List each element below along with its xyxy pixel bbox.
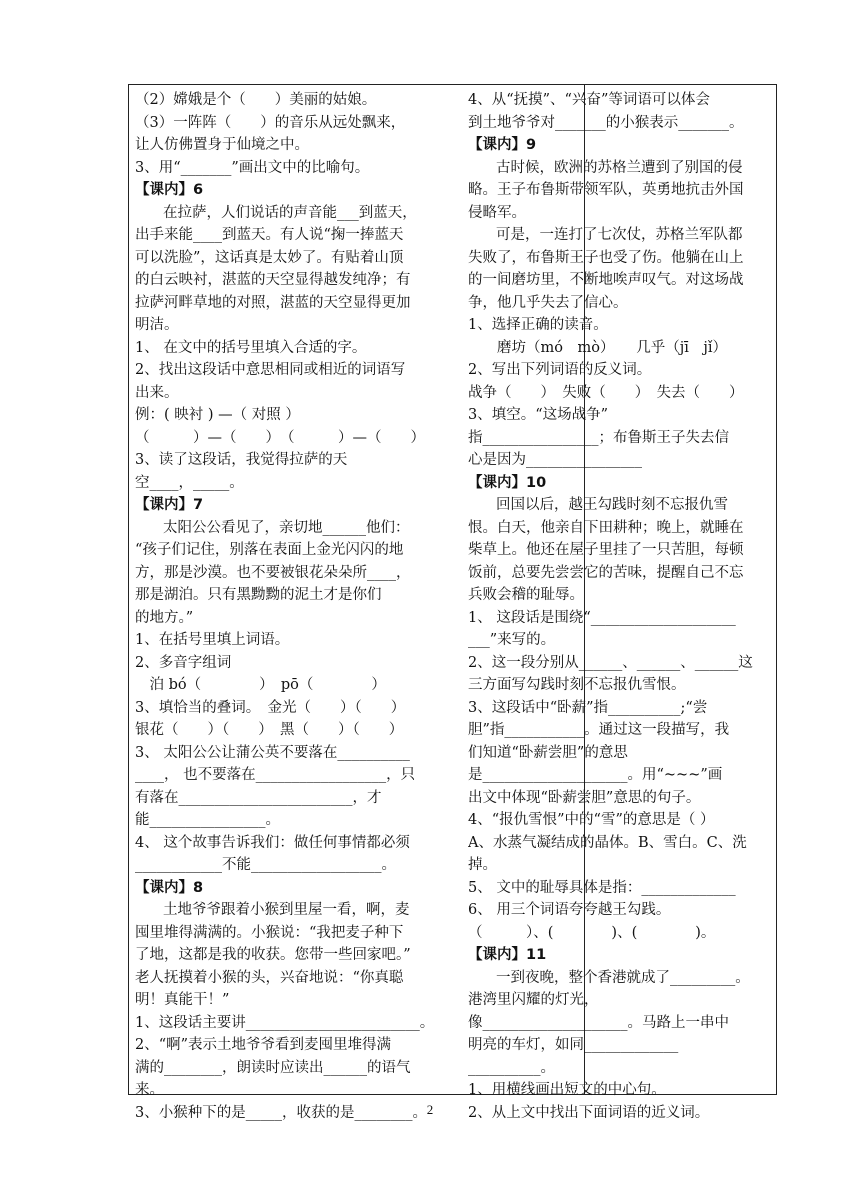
text-line: 满的________，朗读时应读出______的语气 [135, 1059, 411, 1076]
text-line: 2、这一段分别从______、______、______这 [468, 654, 753, 671]
text-line: 2、多音字组词 [135, 654, 232, 671]
text-line: 出手来能____到蓝天。有人说“掬一捧蓝天 [135, 227, 404, 243]
text-line: 在拉萨，人们说话的声音能___到蓝天， [163, 204, 417, 221]
text-line: __________。 [468, 1059, 555, 1076]
section-heading: 【课内】7 [135, 497, 204, 513]
text-line: 3、读了这段话，我觉得拉萨的天 [135, 452, 348, 468]
text-line: 4、 这个故事告诉我们：做任何事情都必须 [135, 834, 410, 851]
text-line: （3）一阵阵（ ）的音乐从远处飘来， [135, 114, 406, 131]
text-line: 略。王子布鲁斯带领军队，英勇地抗击外国 [468, 182, 744, 198]
text-line: 1、用横线画出短文的中心句。 [468, 1082, 666, 1098]
section-heading: 【课内】11 [468, 947, 547, 963]
section-heading: 【课内】10 [468, 474, 547, 491]
text-line: 回国以后，越王勾践时刻不忘报仇雪 [496, 497, 728, 513]
right-column [468, 89, 773, 1124]
text-line: 方，那是沙漠。也不要被银花朵朵所____， [135, 564, 411, 581]
page-number: 2 [426, 1102, 434, 1117]
text-line: （ ）—（ ） （ ）—（ ） [135, 429, 425, 446]
text-line: ____________不能__________________。 [135, 857, 396, 873]
text-line: 3、这段话中“卧薪”指__________;“尝 [468, 699, 708, 716]
text-line: 1、 这段话是围绕“____________________ [468, 609, 736, 626]
text-line: 3、 太阳公公让蒲公英不要落在__________ [135, 744, 410, 761]
text-line: 6、 用三个词语夸夸越王勾践。 [468, 902, 671, 918]
text-line: 出来。 [135, 384, 179, 401]
text-line: 可是，一连打了七次仗，苏格兰军队都 [496, 227, 743, 243]
text-line: 土地爷爷跟着小猴到里屋一看，啊，麦 [163, 902, 410, 918]
text-line: 三方面写勾践时刻不忘报仇雪恨。 [468, 677, 686, 693]
page-frame [128, 84, 777, 1121]
section-heading: 【课内】8 [135, 879, 204, 896]
text-line: 像____________________。马路上一串中 [468, 1014, 729, 1031]
text-line: 失败了，布鲁斯王子也受了伤。他躺在山上 [468, 249, 744, 266]
text-line: 能________________。 [135, 812, 280, 828]
text-line: 太阳公公看见了，亲切地______他们： [163, 519, 410, 536]
text-line: 2、从上文中找出下面词语的近义词。 [468, 1104, 710, 1121]
text-line: 明洁。 [135, 317, 179, 333]
text-line: 1、 在文中的括号里填入合适的字。 [135, 339, 367, 356]
text-line: 3、填恰当的叠词。 金光（ ）（ ） [135, 699, 406, 716]
text-line: 饭前，总要先尝尝它的苦味，提醒自己不忘 [468, 564, 744, 581]
text-line: 拉萨河畔草地的对照，湛蓝的天空显得更加 [135, 294, 411, 311]
text-line: 港湾里闪耀的灯光， [468, 992, 599, 1008]
text-line: 掉。 [468, 857, 497, 873]
section-heading: 【课内】9 [468, 137, 537, 153]
text-line: 战争（ ） 失败（ ） 失去（ ） [468, 384, 744, 401]
text-line: 3、用“_______”画出文中的比喻句。 [135, 159, 370, 176]
text-line: ____， 也不要落在__________________，只 [135, 767, 416, 783]
text-line: 例：( 映衬 ) —（ 对照 ） [135, 407, 300, 423]
text-line: 出文中体现“卧薪尝胆”意思的句子。 [468, 789, 701, 806]
text-line: 1、在括号里填上词语。 [135, 632, 290, 648]
text-line: 那是湖泊。只有黑黝黝的泥土才是你们 [135, 587, 382, 603]
text-line: 空____，_____。 [135, 474, 244, 491]
text-line: 3、小猴种下的是_____，收获的是________。 [135, 1104, 427, 1121]
text-line: 来。 [135, 1082, 164, 1098]
text-line: ___”来写的。 [468, 632, 556, 648]
text-line: A、水蒸气凝结成的晶体。B、雪白。C、洗 [468, 834, 747, 851]
text-line: 心是因为________________ [468, 452, 642, 468]
text-line: 侵略军。 [468, 204, 526, 221]
text-line: （ ）、( )、( )。 [468, 924, 716, 941]
text-line: 4、从“抚摸”、“兴奋”等词语可以体会 [468, 92, 710, 108]
text-line: 2、写出下列词语的反义词。 [468, 362, 652, 378]
text-line: 让人仿佛置身于仙境之中。 [135, 137, 309, 153]
text-line: 可以洗脸”，这话真是太妙了。有贴着山顶 [135, 249, 404, 266]
text-line: 2、“啊”表示土地爷爷看到麦囤里堆得满 [135, 1037, 392, 1053]
text-line: 1、这段话主要讲________________________。 [135, 1014, 435, 1031]
text-line: 4、“报仇雪恨”中的“雪”的意思是（ ） [468, 812, 715, 828]
text-line: 一到夜晚，整个香港就成了_________。 [496, 969, 750, 986]
text-line: 3、填空。“这场战争” [468, 407, 609, 423]
text-line: 柴草上。他还在屋子里挂了一只苦胆，每顿 [468, 542, 744, 558]
text-line: 2、找出这段话中意思相同或相近的词语写 [135, 362, 406, 378]
text-line: 5、 文中的耻辱具体是指：_____________ [468, 879, 736, 896]
text-line: 泊 bó（ ） pō（ ） [135, 677, 386, 693]
text-line: 胆”指___________。通过这一段描写，我 [468, 722, 730, 738]
text-line: 明亮的车灯，如同_____________ [468, 1037, 679, 1053]
text-line: 老人抚摸着小猴的头，兴奋地说：“你真聪 [135, 969, 404, 986]
text-line: 的地方。” [135, 609, 194, 626]
text-line: 古时候，欧洲的苏格兰遭到了别国的侵 [496, 159, 743, 176]
text-line: 的白云映衬，湛蓝的天空显得越发纯净；有 [135, 272, 411, 288]
text-line: 的一间磨坊里，不断地唉声叹气。对这场战 [468, 272, 744, 288]
text-line: 兵败会稽的耻辱。 [468, 587, 584, 603]
text-line: 到土地爷爷对_______的小猴表示_______。 [468, 114, 744, 131]
text-line: （2）嫦娥是个（ ）美丽的姑娘。 [135, 92, 377, 108]
text-line: 银花（ ）（ ） 黑（ ）（ ） [135, 722, 404, 738]
text-line: 指________________；布鲁斯王子失去信 [468, 429, 729, 446]
text-line: 是____________________。用“~~~”画 [468, 767, 723, 783]
text-line: 有落在________________________，才 [135, 789, 382, 806]
text-line: 1、选择正确的读音。 [468, 317, 608, 333]
text-line: 争，他几乎失去了信心。 [468, 294, 628, 311]
text-line: 们知道“卧薪尝胆”的意思 [468, 744, 628, 761]
text-line: 明！真能干！” [135, 992, 230, 1008]
text-line: “孩子们记住，别落在表面上金光闪闪的地 [135, 542, 404, 558]
text-line: 磨坊（mó mò） 几乎（jī jǐ） [468, 339, 727, 356]
section-heading: 【课内】6 [135, 182, 204, 198]
text-line: 囤里堆得满满的。小猴说：“我把麦子种下 [135, 924, 404, 941]
text-line: 恨。白天，他亲自下田耕种；晚上，就睡在 [468, 519, 744, 536]
text-line: 了地，这都是我的收获。您带一些回家吧。” [135, 947, 411, 963]
